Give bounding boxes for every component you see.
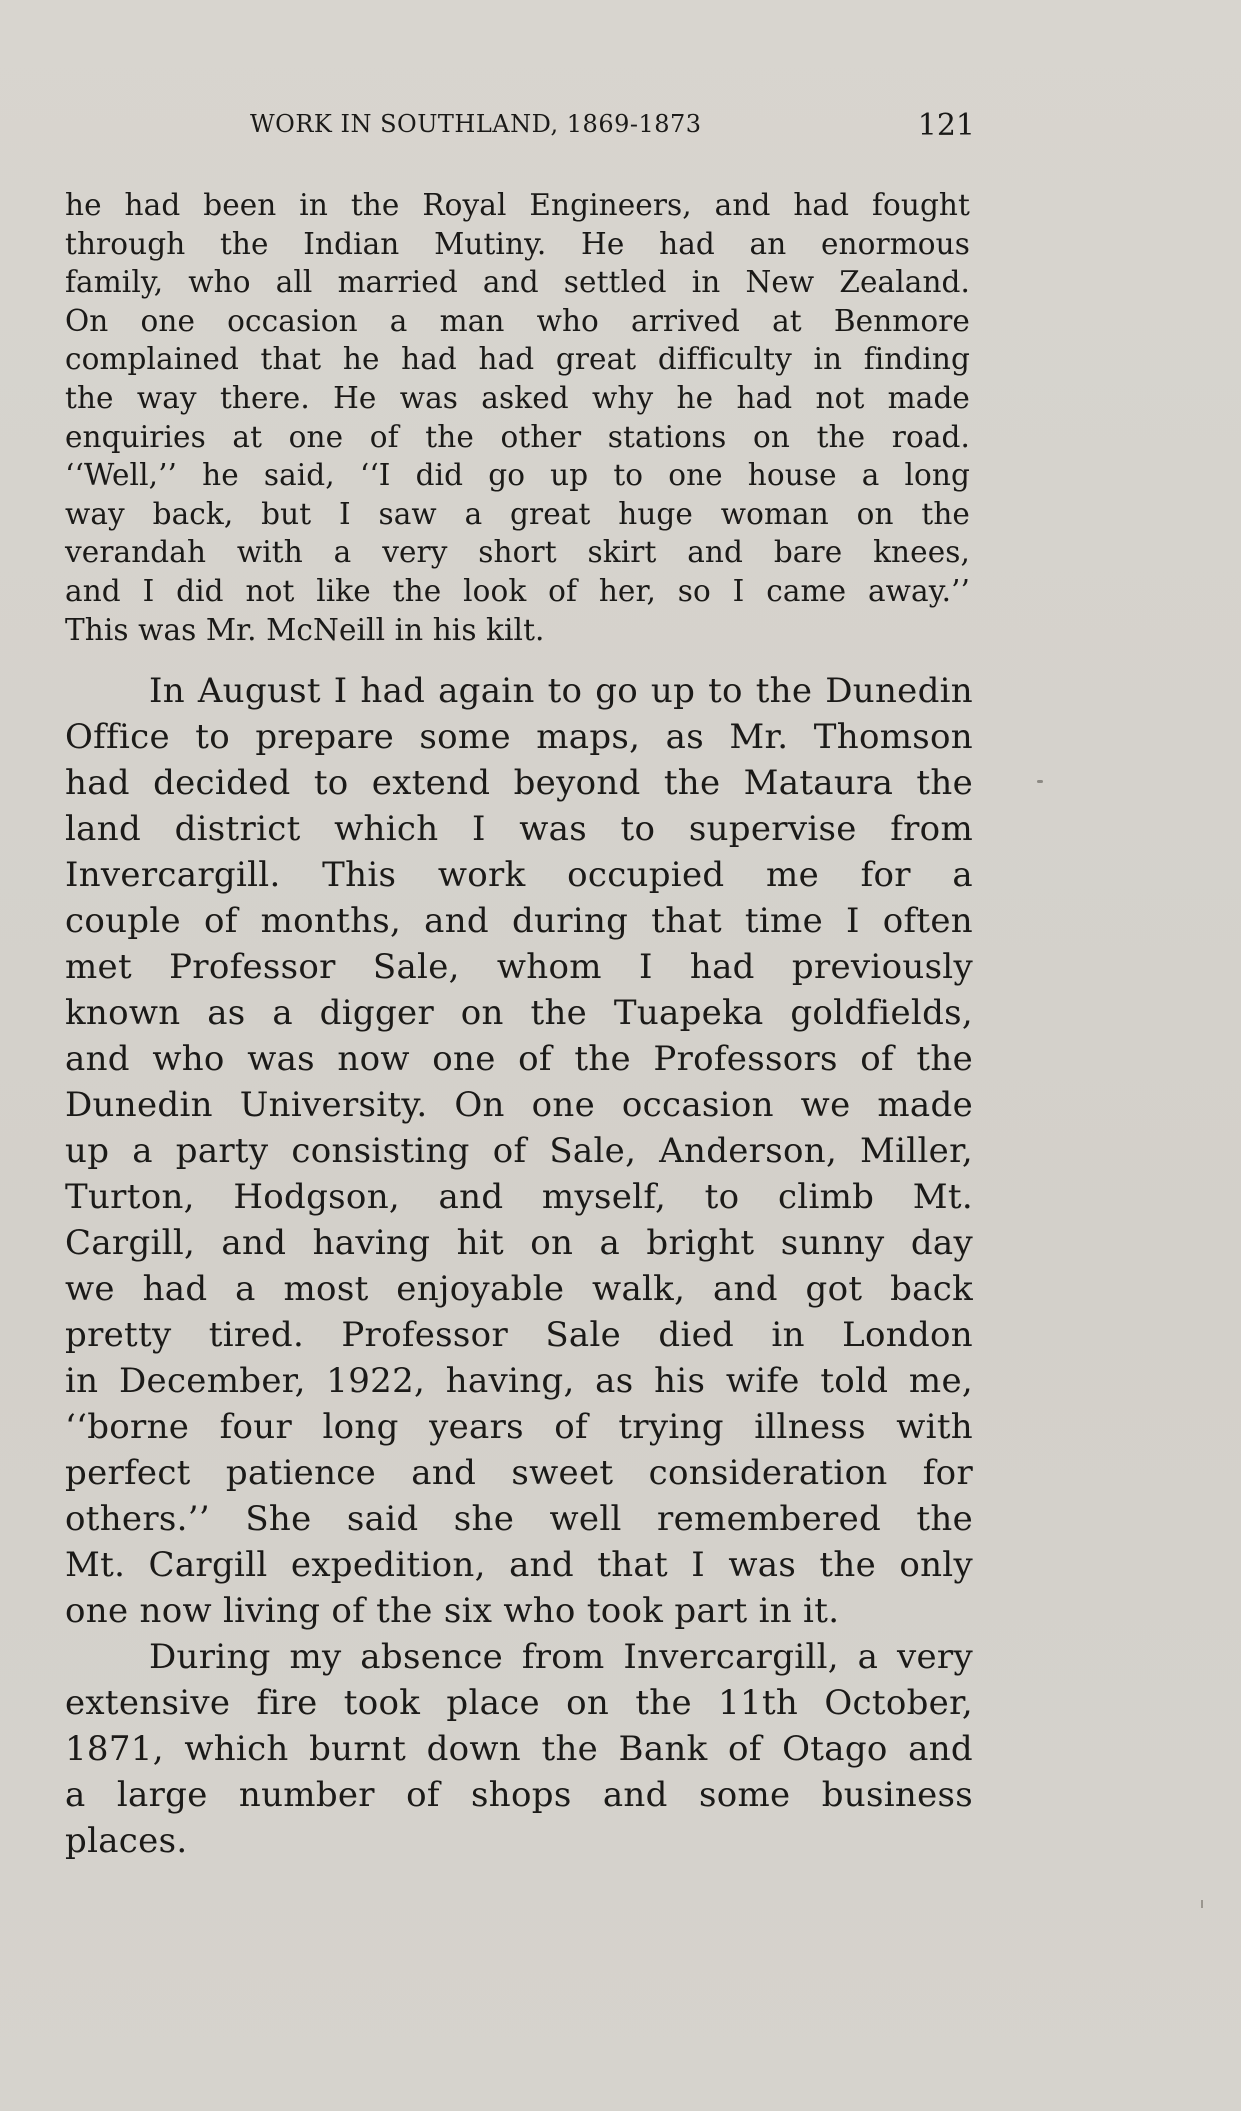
- text-line: ‘‘Well,’’ he said, ‘‘I did go up to one house a long: [65, 458, 970, 493]
- paragraph-3: [65, 1634, 973, 1680]
- text-line: and I did not like the look of her, so I came away.’’: [65, 573, 970, 608]
- text-line: a large number of shops and some business: [65, 1775, 973, 1815]
- text-line: we had a most enjoyable walk, and got back: [65, 1269, 973, 1309]
- quoted-anecdote-block: [65, 186, 970, 649]
- text-line: extensive fire took place on the 11th October,: [65, 1683, 973, 1723]
- text-line: Office to prepare some maps, as Mr. Thomson: [65, 717, 973, 757]
- text-line: In August I had again to go up to the Dunedin: [149, 671, 973, 711]
- text-line: Invercargill. This work occupied me for a: [65, 855, 973, 895]
- text-line: met Professor Sale, whom I had previously: [65, 947, 973, 987]
- text-line: land district which I was to supervise from: [65, 809, 973, 849]
- paper-speck: [1201, 1900, 1203, 1908]
- text-line: way back, but I saw a great huge woman on the: [65, 496, 970, 531]
- text-line: through the Indian Mutiny. He had an enormous: [65, 226, 970, 261]
- text-line: in December, 1922, having, as his wife told me,: [65, 1361, 973, 1401]
- paper-speck: [1037, 780, 1043, 783]
- main-text-block: [65, 668, 973, 1864]
- text-line: Mt. Cargill expedition, and that I was the only: [65, 1545, 973, 1585]
- paragraph-3-body: [65, 1680, 973, 1864]
- text-line: he had been in the Royal Engineers, and had fought: [65, 188, 970, 222]
- text-line: pretty tired. Professor Sale died in London: [65, 1315, 973, 1355]
- page-header: [250, 104, 975, 148]
- text-line: family, who all married and settled in New Zealand.: [65, 265, 970, 300]
- text-line: complained that he had had great difficulty in finding: [65, 342, 970, 377]
- text-line: verandah with a very short skirt and bare knees,: [65, 535, 970, 570]
- text-line: the way there. He was asked why he had not made: [65, 380, 970, 415]
- text-line: ‘‘borne four long years of trying illness with: [65, 1407, 973, 1447]
- page-number: 121: [917, 108, 975, 143]
- paragraph-2: [65, 668, 973, 714]
- text-line: Dunedin University. On one occasion we made: [65, 1085, 973, 1125]
- text-line: known as a digger on the Tuapeka goldfields,: [65, 993, 973, 1033]
- paragraph-1: [65, 186, 970, 649]
- text-line: up a party consisting of Sale, Anderson, Miller,: [65, 1131, 973, 1171]
- running-title: WORK IN SOUTHLAND, 1869-1873: [250, 110, 702, 138]
- paragraph-2-body: [65, 714, 973, 1634]
- text-line: On one occasion a man who arrived at Benmore: [65, 303, 970, 338]
- text-line: This was Mr. McNeill in his kilt.: [65, 612, 545, 647]
- text-line: perfect patience and sweet consideration for: [65, 1453, 973, 1493]
- text-line: enquiries at one of the other stations on the road.: [65, 419, 970, 454]
- text-line: one now living of the six who took part in it.: [65, 1591, 840, 1631]
- text-line: 1871, which burnt down the Bank of Otago and: [65, 1729, 973, 1769]
- text-line: couple of months, and during that time I often: [65, 901, 973, 941]
- text-line: Cargill, and having hit on a bright sunny day: [65, 1223, 973, 1263]
- text-line: had decided to extend beyond the Mataura the: [65, 763, 973, 803]
- text-line: and who was now one of the Professors of the: [65, 1039, 973, 1079]
- text-line: Turton, Hodgson, and myself, to climb Mt.: [65, 1177, 973, 1217]
- text-line: During my absence from Invercargill, a very: [149, 1637, 973, 1677]
- text-line: others.’’ She said she well remembered the: [65, 1499, 973, 1539]
- text-line: places.: [65, 1821, 188, 1861]
